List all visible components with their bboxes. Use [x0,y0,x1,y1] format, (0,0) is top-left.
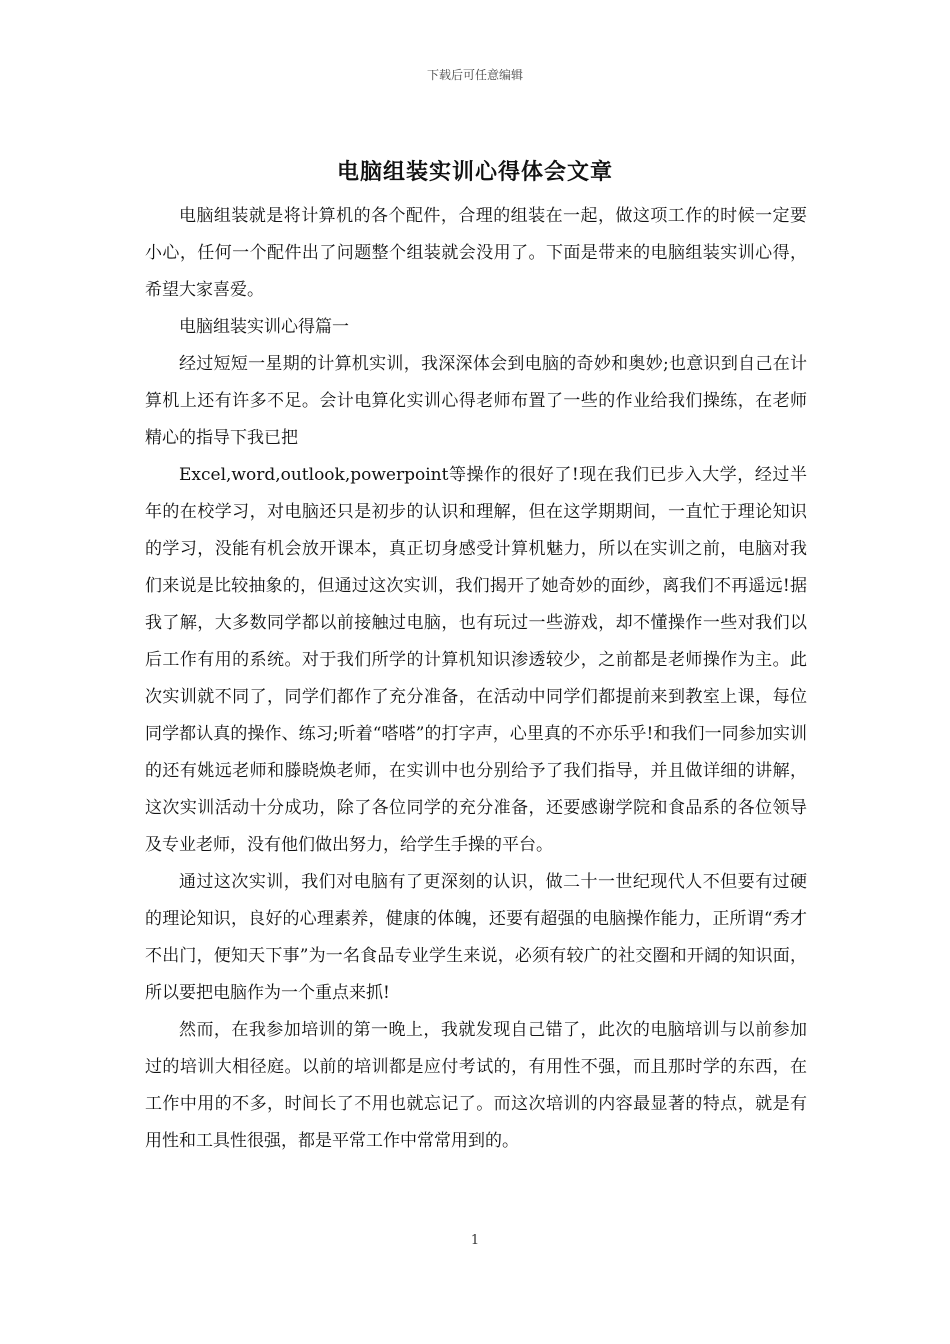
article-body [145,198,807,1160]
article-title: 电脑组装实训心得体会文章 [336,159,613,185]
paragraph: Excel,word,outlook,powerpoint等操作的很好了!现在我们已步入大学，经过半年的在校学习，对电脑还只是初步的认识和理解，但在这学期期间，一直忙于理论知识的学习，没能有机会放开课本，真正切身感受计算机魅力，所以在实训之前，电脑对我们来说是比较抽象的，但通过这次实训，我们揭开了她奇妙的面纱，离我们不再遥远!据我了解，大多数同学都以前接触过电脑，也有玩过一些游戏，却不懂操作一些对我们以后工作有用的系统。对于我们所学的计算机知识渗透较少，之前都是老师操作为主。此次实训就不同了，同学们都作了充分准备，在活动中同学们都提前来到教室上课，每位同学都认真的操作、练习;听着“嗒嗒”的打字声，心里真的不亦乐乎!和我们一同参加实训的还有姚远老师和滕晓焕老师，在实训中也分别给予了我们指导，并且做详细的讲解，这次实训活动十分成功，除了各位同学的充分准备，还要感谢学院和食品系的各位领导及专业老师，没有他们做出努力，给学生手操的平台。 [145,465,807,855]
paragraph: 然而，在我参加培训的第一晚上，我就发现自己错了，此次的电脑培训与以前参加过的培训大相径庭。以前的培训都是应付考试的，有用性不强，而且那时学的东西，在工作中用的不多，时间长了不用也就忘记了。而这次培训的内容最显著的特点，就是有用性和工具性很强，都是平常工作中常常用到的。 [145,1020,807,1151]
section-heading: 电脑组装实训心得篇一 [179,317,349,337]
paragraph: 经过短短一星期的计算机实训，我深深体会到电脑的奇妙和奥妙;也意识到自己在计算机上还有许多不足。会计电算化实训心得老师布置了一些的作业给我们操练，在老师精心的指导下我已把 [145,354,807,448]
paragraph: 通过这次实训，我们对电脑有了更深刻的认识，做二十一世纪现代人不但要有过硬的理论知识，良好的心理素养，健康的体魄，还要有超强的电脑操作能力，正所谓“秀才不出门，便知天下事”为一名食品专业学生来说，必须有较广的社交圈和开阔的知识面，所以要把电脑作为一个重点来抓! [145,872,807,1003]
page-number: 1 [470,1233,480,1248]
paragraph-intro: 电脑组装就是将计算机的各个配件，合理的组装在一起，做这项工作的时候一定要小心，任何一个配件出了问题整个组装就会没用了。下面是带来的电脑组装实训心得，希望大家喜爱。 [145,206,807,300]
header-note: 下载后可任意编辑 [426,68,523,82]
